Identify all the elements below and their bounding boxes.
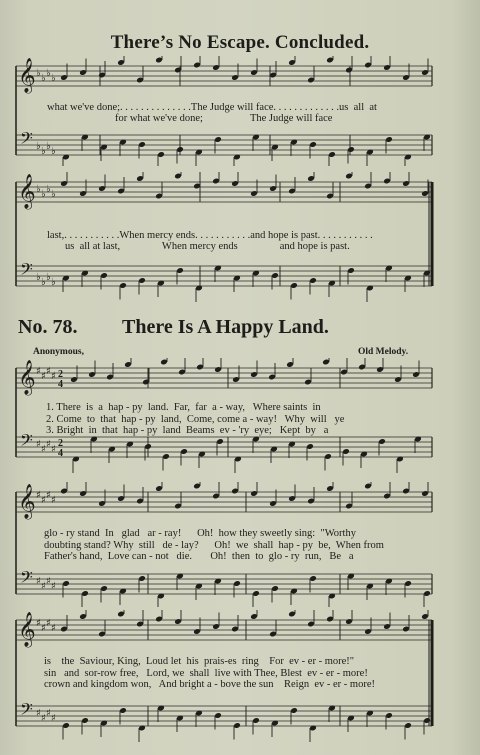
flat-icon: ♭ — [41, 277, 46, 288]
note — [421, 482, 429, 497]
note — [326, 56, 334, 63]
note — [250, 482, 258, 497]
sharp-icon: ♯ — [46, 576, 51, 587]
flat-icon: ♭ — [36, 272, 41, 283]
note — [233, 722, 241, 739]
note — [250, 361, 258, 378]
note — [198, 451, 206, 468]
sharp-icon: ♯ — [36, 576, 41, 587]
note — [178, 358, 186, 375]
flat-icon: ♭ — [46, 68, 51, 79]
note — [233, 275, 241, 292]
note — [157, 151, 165, 166]
lyric-line: glo - ry stand In glad ar - ray! Oh! how they sweetly sing: "Worthy — [44, 528, 356, 539]
sharp-icon: ♯ — [46, 366, 51, 377]
note — [157, 593, 165, 607]
lyric-line: 3. Bright in that hap - py land Beams ev - 'ry eye; Kept by a — [46, 425, 329, 436]
note — [252, 590, 260, 607]
note — [396, 456, 404, 473]
note — [90, 436, 98, 453]
note — [404, 722, 412, 739]
treble-clef-icon: 𝄞 — [18, 484, 36, 519]
note — [212, 482, 220, 499]
note — [385, 265, 393, 282]
note — [174, 492, 182, 509]
flat-icon: ♭ — [51, 73, 56, 84]
note — [288, 485, 296, 502]
sharp-icon: ♯ — [41, 444, 46, 455]
note — [193, 56, 201, 68]
note — [174, 56, 182, 73]
note — [402, 482, 410, 494]
note — [250, 59, 258, 76]
note — [328, 705, 336, 722]
note — [88, 361, 96, 378]
note — [60, 482, 68, 494]
note — [62, 722, 70, 739]
bass-clef-icon: 𝄢 — [20, 699, 33, 723]
treble-clef-icon: 𝄞 — [18, 612, 36, 647]
svg-text:4: 4 — [58, 448, 63, 459]
note — [288, 441, 296, 458]
note — [402, 615, 410, 632]
sharp-icon: ♯ — [36, 708, 41, 719]
note — [176, 573, 184, 590]
note — [162, 453, 170, 470]
sharp-icon: ♯ — [41, 495, 46, 506]
note — [117, 177, 125, 194]
note — [124, 358, 132, 368]
note — [326, 482, 334, 492]
note — [345, 172, 353, 179]
note — [347, 715, 355, 732]
note — [81, 590, 89, 607]
note — [136, 172, 144, 182]
note — [119, 139, 127, 156]
note — [106, 363, 114, 380]
flat-icon: ♭ — [51, 146, 56, 157]
note — [268, 363, 276, 380]
sharp-icon: ♯ — [51, 444, 56, 455]
svg-text:4: 4 — [58, 379, 63, 390]
note — [286, 358, 294, 368]
note — [98, 61, 106, 78]
note — [98, 175, 106, 192]
note — [307, 487, 315, 504]
note — [193, 172, 201, 189]
note — [212, 613, 220, 630]
flat-icon: ♭ — [46, 272, 51, 283]
tune-credit: Old Melody. — [358, 347, 409, 357]
note — [157, 705, 165, 722]
sharp-icon: ♯ — [46, 490, 51, 501]
note — [79, 59, 87, 76]
note — [81, 270, 89, 287]
lyric-line: is the Saviour, King, Loud let his prais-es ring For ev - er - more!" — [44, 656, 355, 667]
bass-clef-icon: 𝄢 — [20, 430, 33, 454]
note — [117, 610, 125, 617]
lyric-line: Father's hand, Love can - not die. Oh! then to glo - ry run, Be a — [44, 551, 354, 562]
note — [307, 66, 315, 83]
note — [212, 172, 220, 184]
note — [269, 175, 277, 192]
svg-text:2: 2 — [58, 369, 63, 380]
sharp-icon: ♯ — [51, 713, 56, 724]
note — [60, 615, 68, 632]
note — [366, 285, 374, 302]
lyric-line: us all at last, When mercy ends and hope is past. — [65, 241, 350, 252]
note — [160, 358, 168, 365]
note — [385, 578, 393, 595]
note — [345, 492, 353, 509]
note — [252, 436, 260, 453]
bass-clef-icon: 𝄢 — [20, 567, 33, 591]
lyric-line: crown and kingdom won, And bright a - bove the sun Reign ev - er - more! — [44, 679, 375, 690]
sharp-icon: ♯ — [46, 439, 51, 450]
hymn-78-heading — [18, 316, 329, 339]
treble-staff — [16, 368, 432, 388]
flat-icon: ♭ — [41, 73, 46, 84]
note — [98, 620, 106, 637]
note — [252, 270, 260, 287]
note — [412, 361, 420, 378]
note — [358, 358, 366, 370]
note — [364, 56, 372, 68]
sharp-icon: ♯ — [51, 371, 56, 382]
treble-clef-icon: 𝄞 — [18, 58, 36, 93]
note — [174, 172, 182, 179]
sharp-icon: ♯ — [36, 618, 41, 629]
note — [383, 482, 391, 499]
note — [423, 270, 431, 287]
note — [309, 725, 317, 742]
note — [62, 275, 70, 292]
note — [326, 610, 334, 622]
note — [176, 715, 184, 732]
note — [193, 482, 201, 489]
note — [271, 720, 279, 737]
note — [345, 56, 353, 73]
note — [324, 453, 332, 470]
note — [126, 441, 134, 458]
note — [79, 610, 87, 620]
lyric-line: sin and sor-row free, Lord, we shall live with Thee, Blest ev - er - more! — [44, 668, 368, 679]
note — [214, 578, 222, 595]
note — [79, 482, 87, 497]
sharp-icon: ♯ — [41, 581, 46, 592]
flat-icon: ♭ — [51, 189, 56, 200]
sharp-icon: ♯ — [36, 490, 41, 501]
author-credit: Anonymous, — [33, 347, 84, 357]
sharp-icon: ♯ — [41, 623, 46, 634]
note — [347, 573, 355, 590]
note — [383, 56, 391, 71]
hymn-77-title: There’s No Escape. Concluded. — [110, 32, 370, 53]
note — [383, 172, 391, 184]
sharp-icon: ♯ — [36, 439, 41, 450]
note — [195, 285, 203, 302]
note — [288, 610, 296, 617]
sharp-icon: ♯ — [41, 371, 46, 382]
note — [270, 446, 278, 463]
note — [360, 451, 368, 468]
note — [234, 456, 242, 473]
treble-staff — [16, 66, 432, 86]
flat-icon: ♭ — [46, 184, 51, 195]
note — [271, 144, 279, 161]
note — [214, 358, 222, 373]
note — [366, 583, 374, 600]
note — [304, 368, 312, 385]
flat-icon: ♭ — [36, 68, 41, 79]
note — [195, 583, 203, 600]
note — [376, 358, 384, 373]
lyric-line: doubting stand? Why still de - lay? Oh! we shall hap - py be, When from — [44, 540, 384, 551]
note — [214, 265, 222, 282]
note — [195, 149, 203, 166]
note — [290, 588, 298, 605]
note — [231, 482, 239, 494]
note — [421, 610, 429, 620]
note — [117, 56, 125, 66]
note — [100, 144, 108, 161]
sharp-icon: ♯ — [41, 713, 46, 724]
note — [307, 610, 315, 627]
note — [290, 282, 298, 299]
note — [423, 590, 431, 607]
hymn-78-title: There Is A Happy Land. — [122, 316, 329, 338]
bass-staff — [16, 266, 432, 286]
note — [366, 149, 374, 166]
note — [383, 613, 391, 630]
note — [231, 615, 239, 632]
flat-icon: ♭ — [36, 184, 41, 195]
flat-icon: ♭ — [41, 146, 46, 157]
note — [421, 59, 429, 76]
lyric-line: 1. There is a hap - py land. Far, far a - way, Where saints in — [46, 402, 321, 413]
lyric-line: last,. . . . . . . . . . .When mercy ends. . . . . . . . . . .and hope is past. . . . . . . . . . . — [47, 230, 373, 241]
note — [328, 280, 336, 297]
note — [117, 485, 125, 502]
note — [136, 66, 144, 83]
note — [231, 172, 239, 187]
lyric-line: for what we've done; The Judge will face — [115, 113, 333, 124]
note — [142, 368, 150, 385]
note — [340, 358, 348, 375]
note — [136, 487, 144, 504]
lyric-line: 2. Come to that hap - py land, Come, come a - way! Why will ye — [46, 414, 345, 425]
note — [108, 446, 116, 463]
note — [62, 154, 70, 166]
note — [233, 154, 241, 166]
sharp-icon: ♯ — [46, 618, 51, 629]
note — [155, 482, 163, 492]
note — [404, 275, 412, 292]
sharp-icon: ♯ — [46, 708, 51, 719]
flat-icon: ♭ — [51, 277, 56, 288]
note — [174, 610, 182, 625]
note — [322, 358, 330, 365]
hymn-number: No. 78. — [18, 316, 78, 338]
note — [328, 151, 336, 166]
note — [195, 710, 203, 727]
note — [402, 172, 410, 187]
bass-staff — [16, 437, 432, 457]
note — [72, 456, 80, 473]
note — [155, 56, 163, 63]
note — [136, 610, 144, 627]
note — [423, 134, 431, 151]
note — [60, 172, 68, 187]
treble-staff — [16, 492, 432, 512]
note — [212, 56, 220, 71]
note — [328, 593, 336, 607]
note — [404, 154, 412, 166]
note — [364, 172, 372, 189]
note — [288, 56, 296, 66]
sharp-icon: ♯ — [51, 623, 56, 634]
sharp-icon: ♯ — [51, 581, 56, 592]
note — [288, 177, 296, 194]
note — [326, 182, 334, 199]
flat-icon: ♭ — [46, 141, 51, 152]
svg-text:2: 2 — [58, 438, 63, 449]
note — [157, 280, 165, 297]
note — [155, 610, 163, 622]
bass-staff — [16, 706, 432, 726]
sharp-icon: ♯ — [36, 366, 41, 377]
treble-clef-icon: 𝄞 — [18, 360, 36, 395]
note — [100, 720, 108, 737]
note — [366, 710, 374, 727]
note — [252, 134, 260, 151]
note — [345, 610, 353, 625]
treble-clef-icon: 𝄞 — [18, 174, 36, 209]
note — [250, 610, 258, 620]
bass-clef-icon: 𝄢 — [20, 128, 33, 152]
note — [138, 725, 146, 742]
note — [119, 588, 127, 605]
note — [414, 436, 422, 453]
lyric-line: what we've done;. . . . . . . . . . . . . .The Judge will face. . . . . . . . . . . . .us all at — [47, 102, 377, 113]
sharp-icon: ♯ — [51, 495, 56, 506]
bass-clef-icon: 𝄢 — [20, 259, 33, 283]
note — [290, 139, 298, 156]
note — [81, 134, 89, 151]
note — [155, 182, 163, 199]
note — [307, 172, 315, 182]
flat-icon: ♭ — [36, 141, 41, 152]
note — [364, 482, 372, 489]
note — [119, 282, 127, 299]
note — [196, 358, 204, 370]
flat-icon: ♭ — [41, 189, 46, 200]
note — [269, 620, 277, 637]
